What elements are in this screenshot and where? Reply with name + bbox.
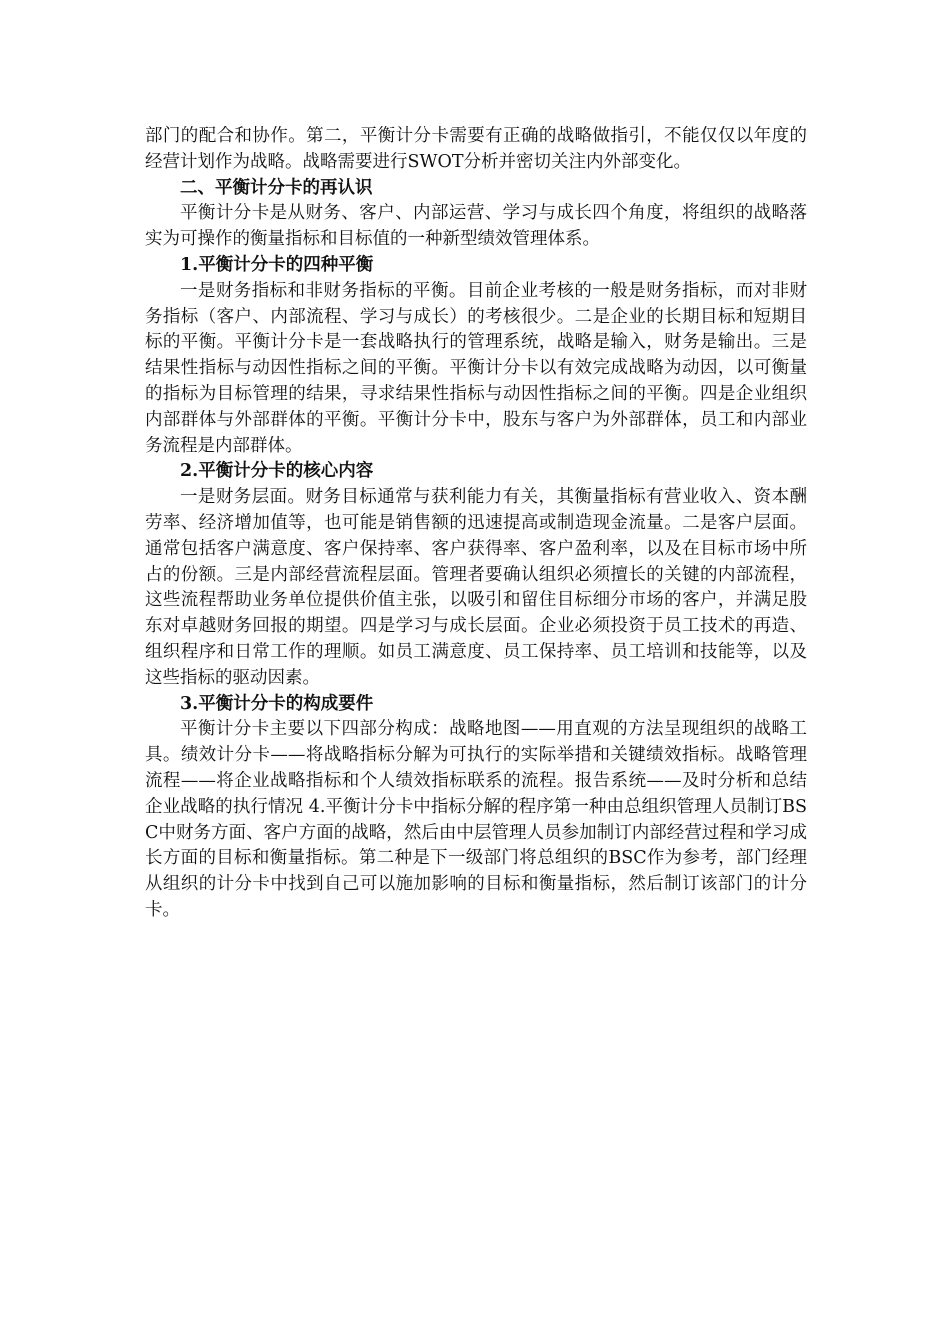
core-content-paragraph: 一是财务层面。财务目标通常与获利能力有关，其衡量指标有营业收入、资本酬劳率、经济增加值等，也可能是销售额的迅速提高或制造现金流量。二是客户层面。通常包括客户满意度、客户保持率、客户获得率、客户盈利率，以及在目标市场中所占的份额。三是内部经营流程层面。管理者要确认组织必须擅长的关键的内部流程，这些流程帮助业务单位提供价值主张，以吸引和留住目标细分市场的客户，并满足股东对卓越财务回报的期望。四是学习与成长层面。企业必须投资于员工技术的再造、组织程序和日常工作的理顺。如员工满意度、员工保持率、员工培训和技能等，以及这些指标的驱动因素。	[145, 487, 807, 688]
balances-paragraph: 一是财务指标和非财务指标的平衡。目前企业考核的一般是财务指标，而对非财务指标（客户、内部流程、学习与成长）的考核很少。二是企业的长期目标和短期目标的平衡。平衡计分卡是一套战略执行的管理系统，战略是输入，财务是输出。三是结果性指标与动因性指标之间的平衡。平衡计分卡以有效完成战略为动因，以可衡量的指标为目标管理的结果，寻求结果性指标与动因性指标之间的平衡。四是企业组织内部群体与外部群体的平衡。平衡计分卡中，股东与客户为外部群体，员工和内部业务流程是内部群体。	[145, 280, 807, 456]
section-heading-rethinking: 二、平衡计分卡的再认识	[180, 177, 373, 198]
document-body	[145, 124, 807, 924]
subheading-four-balances: 1.平衡计分卡的四种平衡	[180, 254, 374, 275]
intro-paragraph: 部门的配合和协作。第二，平衡计分卡需要有正确的战略做指引，不能仅仅以年度的经营计划作为战略。战略需要进行SWOT分析并密切关注内外部变化。	[145, 126, 807, 172]
definition-paragraph: 平衡计分卡是从财务、客户、内部运营、学习与成长四个角度，将组织的战略落实为可操作的衡量指标和目标值的一种新型绩效管理体系。	[145, 203, 807, 250]
subheading-components: 3.平衡计分卡的构成要件	[180, 693, 374, 714]
subheading-core-content: 2.平衡计分卡的核心内容	[180, 461, 374, 482]
components-paragraph: 平衡计分卡主要以下四部分构成：战略地图——用直观的方法呈现组织的战略工具。绩效计分卡——将战略指标分解为可执行的实际举措和关键绩效指标。战略管理流程——将企业战略指标和个人绩效指标联系的流程。报告系统——及时分析和总结企业战略的执行情况 4.平衡计分卡中指标分解的程序第一种由总组织管理人员制订BSC中财务方面、客户方面的战略，然后由中层管理人员参加制订内部经营过程和学习成长方面的目标和衡量指标。第二种是下一级部门将总组织的BSC作为参考，部门经理从组织的计分卡中找到自己可以施加影响的目标和衡量指标，然后制订该部门的计分卡。	[145, 719, 807, 920]
